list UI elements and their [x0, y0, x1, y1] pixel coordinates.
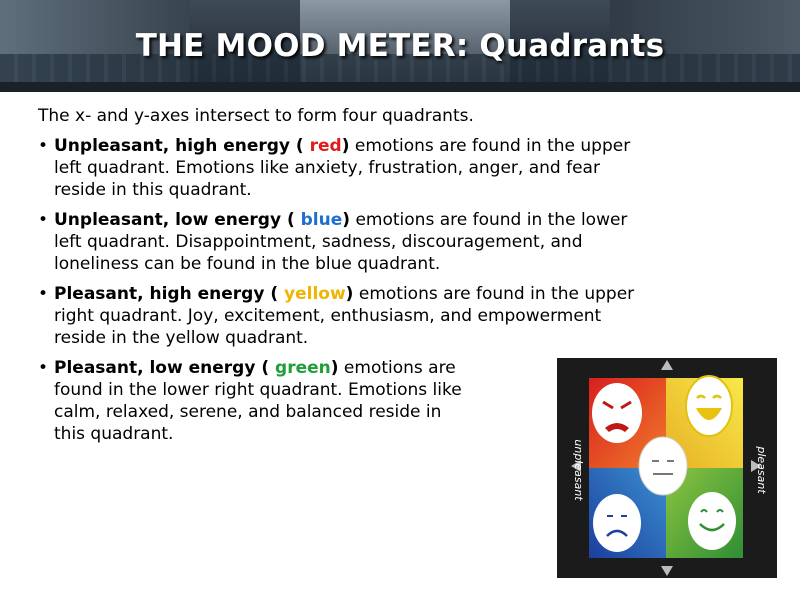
- item-heading: Unpleasant, high energy (: [54, 136, 310, 156]
- item-heading: Pleasant, low energy (: [54, 358, 276, 378]
- arrow-down-icon: [661, 566, 673, 576]
- item-text: emotions are found in the lower right quadrant. Emotions like calm, relaxed, serene, and balanced reside in this quadrant.: [54, 358, 462, 444]
- list-item-blue: [38, 209, 638, 275]
- color-word-blue: blue: [300, 210, 343, 230]
- mood-meter-graphic: [557, 358, 777, 578]
- color-word-red: red: [309, 136, 342, 156]
- color-word-green: green: [275, 358, 331, 378]
- slide-body: [38, 105, 638, 453]
- intro-text: The x- and y-axes intersect to form four quadrants.: [38, 106, 474, 126]
- smiling-face-icon: [688, 492, 736, 550]
- item-heading-close: ): [342, 210, 351, 230]
- item-heading-close: ): [330, 358, 339, 378]
- item-heading-close: ): [345, 284, 354, 304]
- neutral-face-icon: [639, 437, 687, 495]
- mood-meter-svg: [557, 358, 777, 578]
- quadrant-list: [38, 135, 638, 445]
- item-heading: Unpleasant, low energy (: [54, 210, 301, 230]
- header-banner: [0, 0, 800, 92]
- bullet-icon: •: [38, 358, 49, 378]
- page-title: THE MOOD METER: Quadrants: [135, 28, 665, 64]
- unpleasant-label: unpleasant: [572, 439, 585, 501]
- item-text: emotions are found in the upper right quadrant. Joy, excitement, enthusiasm, and empowerment reside in the yellow quadrant.: [54, 284, 635, 348]
- bullet-icon: •: [38, 136, 49, 156]
- list-item-yellow: [38, 283, 638, 349]
- list-item-green: [38, 357, 474, 445]
- bullet-icon: •: [38, 284, 49, 304]
- item-heading-close: ): [341, 136, 350, 156]
- item-text: emotions are found in the upper left quadrant. Emotions like anxiety, frustration, anger, and fear reside in this quadrant.: [54, 136, 631, 200]
- item-heading: Pleasant, high energy (: [54, 284, 285, 304]
- sad-face-icon: [593, 494, 641, 552]
- arrow-up-icon: [661, 360, 673, 370]
- laughing-face-icon: [686, 376, 732, 436]
- bullet-icon: •: [38, 210, 49, 230]
- list-item-red: [38, 135, 638, 201]
- item-text: emotions are found in the lower left quadrant. Disappointment, sadness, discouragement, and loneliness can be found in the blue quadrant.: [54, 210, 628, 274]
- angry-face-icon: [592, 383, 642, 443]
- color-word-yellow: yellow: [284, 284, 346, 304]
- pleasant-label: pleasant: [755, 446, 768, 494]
- hallway-floor: [0, 82, 800, 92]
